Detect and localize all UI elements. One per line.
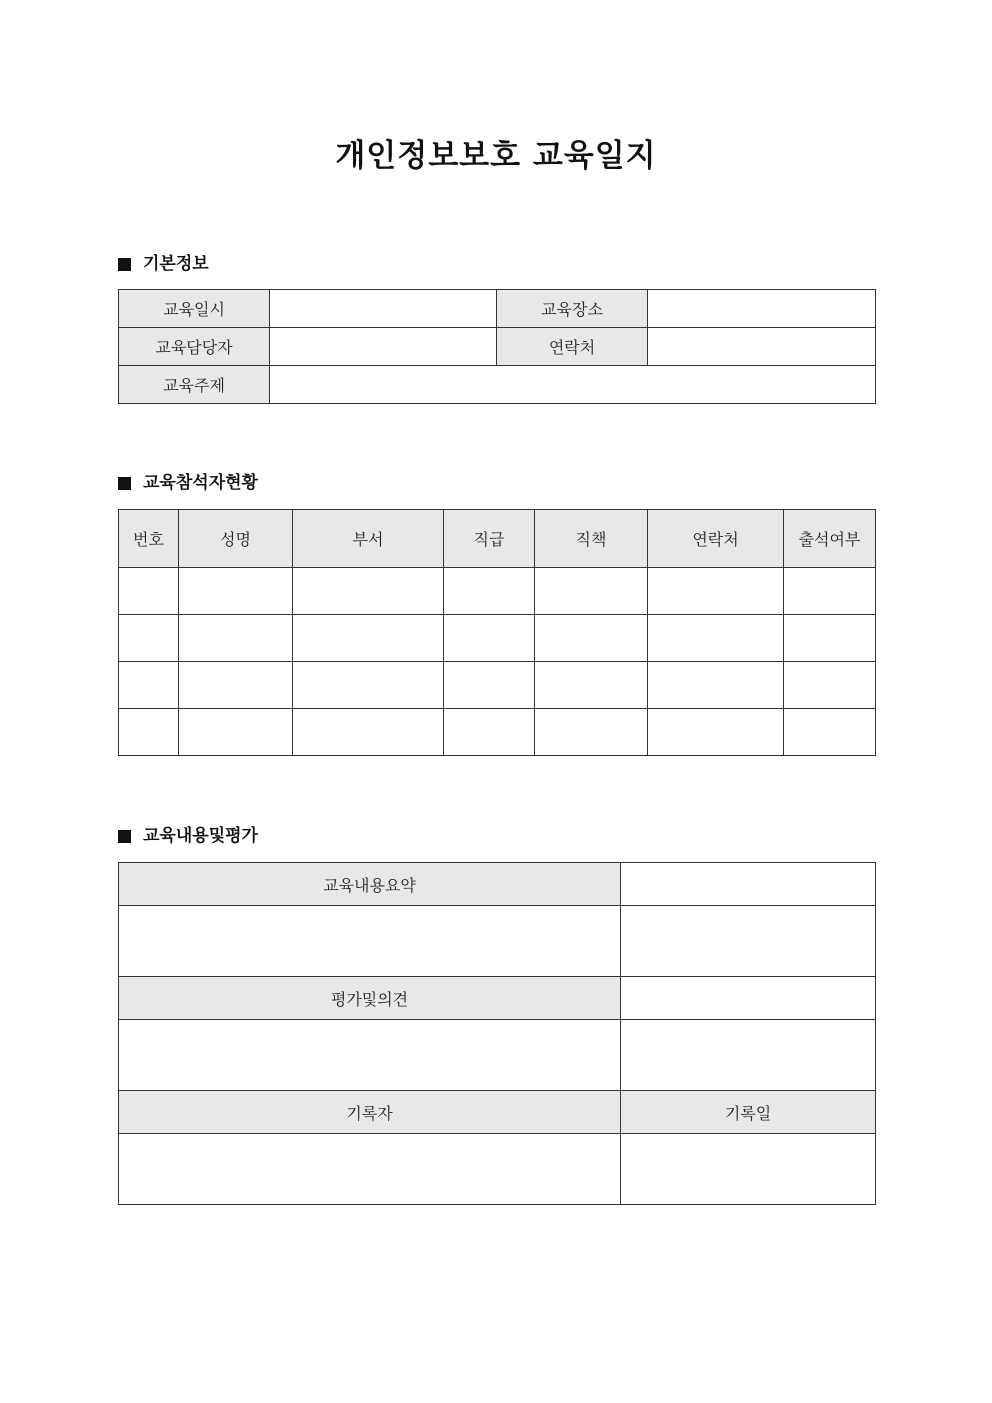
table-row [119, 1020, 876, 1091]
table-cell[interactable] [535, 615, 648, 662]
table-cell[interactable] [621, 906, 876, 977]
square-bullet-icon [118, 258, 131, 271]
recorder-field[interactable] [119, 1134, 621, 1205]
table-cell[interactable] [179, 568, 293, 615]
section-heading-content [118, 824, 258, 848]
table-cell[interactable] [179, 615, 293, 662]
evaluation-label: 평가및의견 [119, 977, 621, 1020]
record-date-field[interactable] [621, 1134, 876, 1205]
table-row [119, 290, 876, 328]
col-header-number: 번호 [119, 510, 179, 568]
table-row [119, 662, 876, 709]
table-row [119, 615, 876, 662]
table-cell[interactable] [179, 709, 293, 756]
edu-manager-label: 교육담당자 [119, 328, 270, 366]
table-cell[interactable] [535, 709, 648, 756]
table-cell[interactable] [179, 662, 293, 709]
table-cell[interactable] [293, 568, 444, 615]
table-cell[interactable] [444, 615, 535, 662]
summary-label: 교육내용요약 [119, 863, 621, 906]
content-evaluation-table [118, 862, 876, 1205]
square-bullet-icon [118, 477, 131, 490]
table-cell[interactable] [535, 662, 648, 709]
table-cell[interactable] [444, 568, 535, 615]
table-cell[interactable] [119, 662, 179, 709]
edu-datetime-label: 교육일시 [119, 290, 270, 328]
col-header-name: 성명 [179, 510, 293, 568]
recorder-label: 기록자 [119, 1091, 621, 1134]
table-row [119, 977, 876, 1020]
table-row [119, 709, 876, 756]
table-cell[interactable] [444, 709, 535, 756]
table-cell[interactable] [119, 709, 179, 756]
table-row [119, 863, 876, 906]
section-heading-content-label: 교육내용및평가 [143, 826, 258, 846]
table-row [119, 1091, 876, 1134]
table-cell[interactable] [119, 568, 179, 615]
table-cell[interactable] [784, 709, 876, 756]
edu-datetime-field[interactable] [270, 290, 497, 328]
table-cell[interactable] [784, 662, 876, 709]
table-cell[interactable] [784, 615, 876, 662]
table-row [119, 1134, 876, 1205]
table-cell[interactable] [648, 662, 784, 709]
table-cell[interactable] [535, 568, 648, 615]
col-header-department: 부서 [293, 510, 444, 568]
col-header-contact: 연락처 [648, 510, 784, 568]
table-cell[interactable] [621, 977, 876, 1020]
edu-topic-field[interactable] [270, 366, 876, 404]
col-header-rank: 직급 [444, 510, 535, 568]
table-cell[interactable] [648, 568, 784, 615]
table-cell[interactable] [119, 615, 179, 662]
edu-place-label: 교육장소 [497, 290, 648, 328]
table-cell[interactable] [621, 1020, 876, 1091]
table-header-row [119, 510, 876, 568]
col-header-position: 직책 [535, 510, 648, 568]
evaluation-field[interactable] [119, 1020, 621, 1091]
table-cell[interactable] [293, 615, 444, 662]
col-header-attendance: 출석여부 [784, 510, 876, 568]
table-cell[interactable] [621, 863, 876, 906]
table-cell[interactable] [648, 709, 784, 756]
table-row [119, 568, 876, 615]
contact-label: 연락처 [497, 328, 648, 366]
edu-manager-field[interactable] [270, 328, 497, 366]
attendee-table [118, 509, 876, 756]
edu-place-field[interactable] [648, 290, 876, 328]
edu-topic-label: 교육주제 [119, 366, 270, 404]
table-row [119, 366, 876, 404]
table-cell[interactable] [784, 568, 876, 615]
section-heading-attendees-label: 교육참석자현황 [143, 473, 258, 493]
table-cell[interactable] [293, 709, 444, 756]
summary-field[interactable] [119, 906, 621, 977]
record-date-label: 기록일 [621, 1091, 876, 1134]
table-cell[interactable] [444, 662, 535, 709]
page-title: 개인정보보호 교육일지 [335, 138, 657, 174]
square-bullet-icon [118, 830, 131, 843]
table-cell[interactable] [648, 615, 784, 662]
table-row [119, 328, 876, 366]
table-cell[interactable] [293, 662, 444, 709]
contact-field[interactable] [648, 328, 876, 366]
section-heading-basic-label: 기본정보 [143, 254, 209, 274]
basic-info-table [118, 289, 876, 404]
section-heading-basic [118, 252, 209, 276]
section-heading-attendees [118, 471, 258, 495]
table-row [119, 906, 876, 977]
